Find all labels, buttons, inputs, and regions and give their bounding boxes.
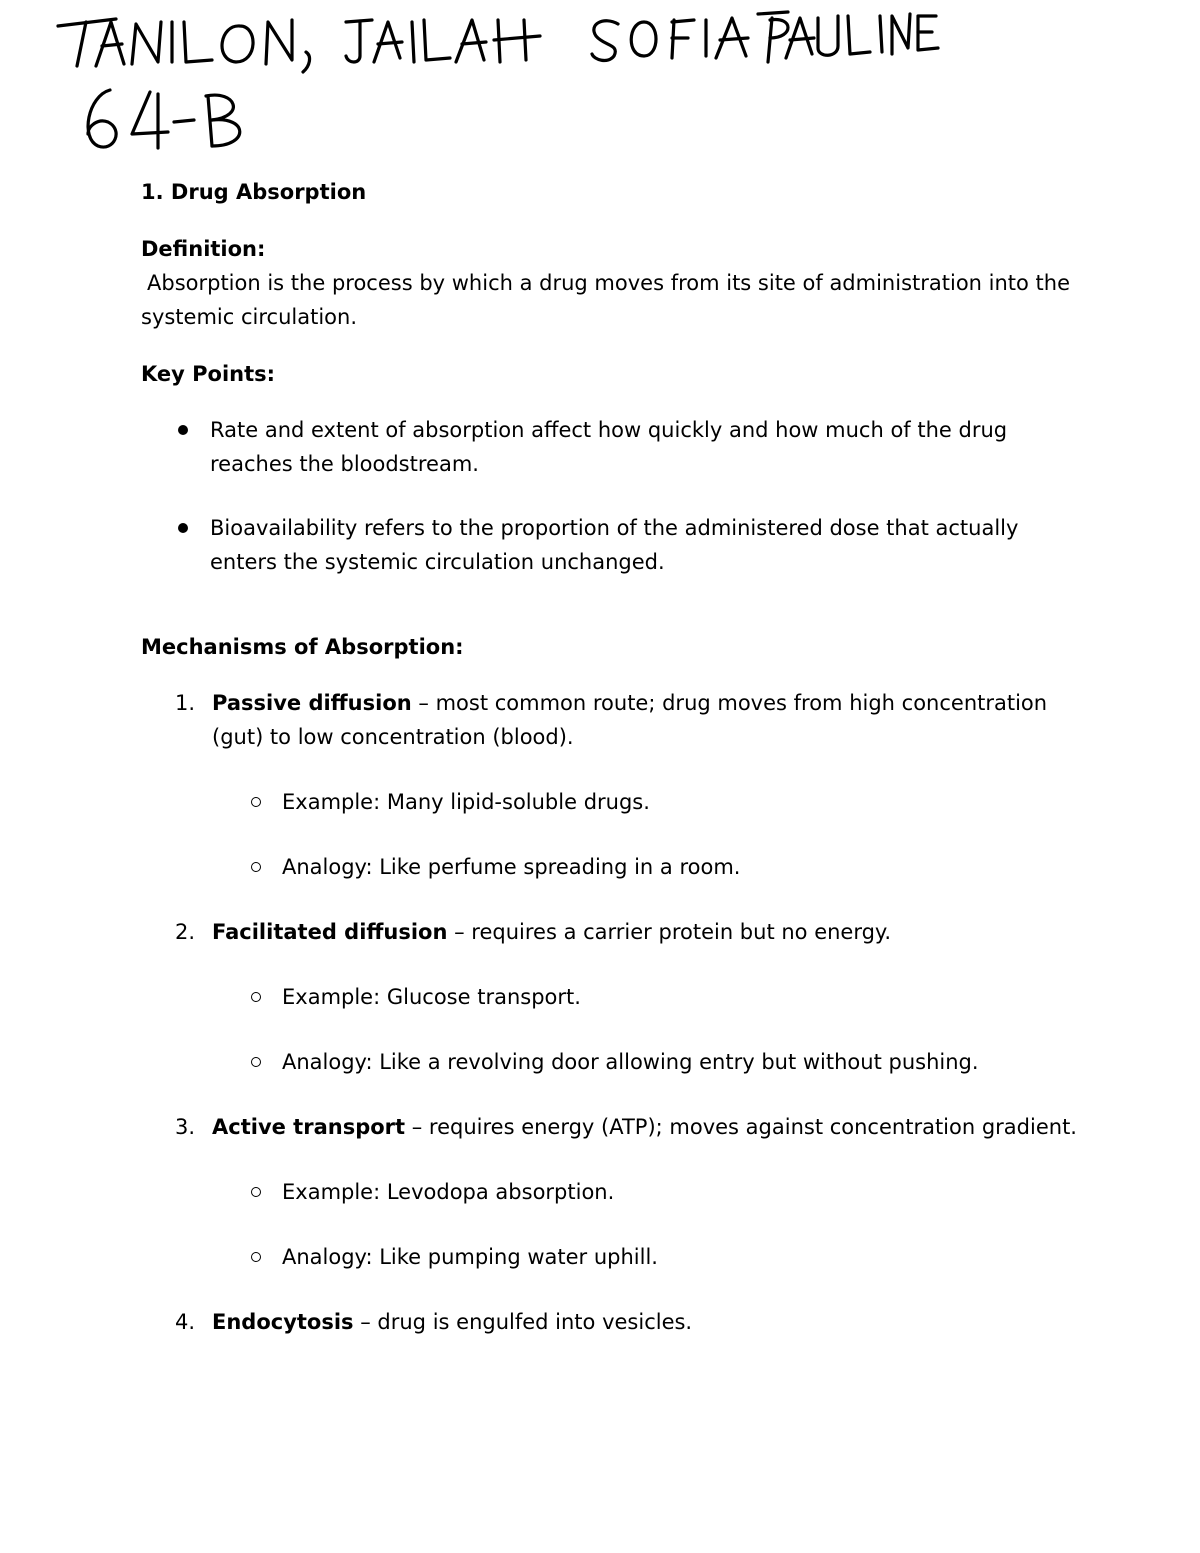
mechanisms-list: [141, 686, 1081, 1339]
mechanism-term: Endocytosis: [212, 1310, 354, 1334]
mechanism-item: [141, 915, 1081, 1079]
mechanism-number: 1.: [175, 691, 196, 715]
circle-bullet-icon: [251, 797, 261, 807]
mechanism-description: – requires a carrier protein but no energy.: [447, 920, 892, 944]
sub-item-text: Analogy: Like pumping water uphill.: [282, 1245, 658, 1269]
sub-item-text: Analogy: Like a revolving door allowing entry but without pushing.: [282, 1050, 979, 1074]
key-point-item: [141, 511, 1081, 579]
mechanism-description: – most common route; drug moves from high concentration (gut) to low concentration (blood).: [212, 691, 1048, 749]
circle-bullet-icon: [251, 1252, 261, 1262]
mechanism-sublist: [212, 980, 1081, 1079]
circle-bullet-icon: [251, 1057, 261, 1067]
mechanism-item: [141, 1110, 1081, 1274]
mechanisms-label: Mechanisms of Absorption:: [141, 635, 464, 659]
mechanism-description: – requires energy (ATP); moves against concentration gradient.: [405, 1115, 1077, 1139]
sub-item: [212, 850, 1081, 884]
sub-item: [212, 1175, 1081, 1209]
mechanism-text: [212, 686, 1081, 754]
key-points-label: Key Points:: [141, 362, 276, 386]
bullet-icon: [178, 523, 188, 533]
mechanism-number: 2.: [175, 920, 196, 944]
circle-bullet-icon: [251, 862, 261, 872]
mechanism-number: 3.: [175, 1115, 196, 1139]
definition-label: Definition:: [141, 237, 266, 261]
mechanism-term: Active transport: [212, 1115, 406, 1139]
circle-bullet-icon: [251, 1187, 261, 1197]
circle-bullet-icon: [251, 992, 261, 1002]
section-title: 1. Drug Absorption: [141, 180, 367, 204]
document-body: [141, 175, 1081, 1370]
mechanism-term: Passive diffusion: [212, 691, 412, 715]
sub-item-text: Example: Glucose transport.: [282, 985, 581, 1009]
sub-item: [212, 1240, 1081, 1274]
bullet-icon: [178, 425, 188, 435]
mechanism-number: 4.: [175, 1310, 196, 1334]
mechanism-sublist: [212, 785, 1081, 884]
sub-item: [212, 1045, 1081, 1079]
mechanism-text: [212, 1305, 1081, 1339]
mechanism-description: – drug is engulfed into vesicles.: [353, 1310, 693, 1334]
handwritten-header: [0, 0, 1200, 170]
mechanism-term: Facilitated diffusion: [212, 920, 448, 944]
definition-text-line2: systemic circulation.: [141, 305, 357, 329]
key-point-item: [141, 413, 1081, 481]
mechanism-text: [212, 915, 1081, 949]
sub-item: [212, 980, 1081, 1014]
sub-item-text: Example: Levodopa absorption.: [282, 1180, 615, 1204]
key-points-list: [141, 413, 1081, 579]
handwritten-signature: [0, 0, 1200, 170]
sub-item: [212, 785, 1081, 819]
key-point-text: Rate and extent of absorption affect how quickly and how much of the drug reaches the bloodstream.: [210, 418, 1008, 476]
key-point-text: Bioavailability refers to the proportion of the administered dose that actually enters the systemic circulation unchanged.: [210, 516, 1019, 574]
mechanism-item: [141, 1305, 1081, 1339]
sub-item-text: Example: Many lipid-soluble drugs.: [282, 790, 650, 814]
mechanism-item: [141, 686, 1081, 884]
sub-item-text: Analogy: Like perfume spreading in a room.: [282, 855, 741, 879]
mechanism-text: [212, 1110, 1081, 1144]
mechanism-sublist: [212, 1175, 1081, 1274]
definition-text-line1: Absorption is the process by which a drug moves from its site of administration into the: [147, 271, 1071, 295]
